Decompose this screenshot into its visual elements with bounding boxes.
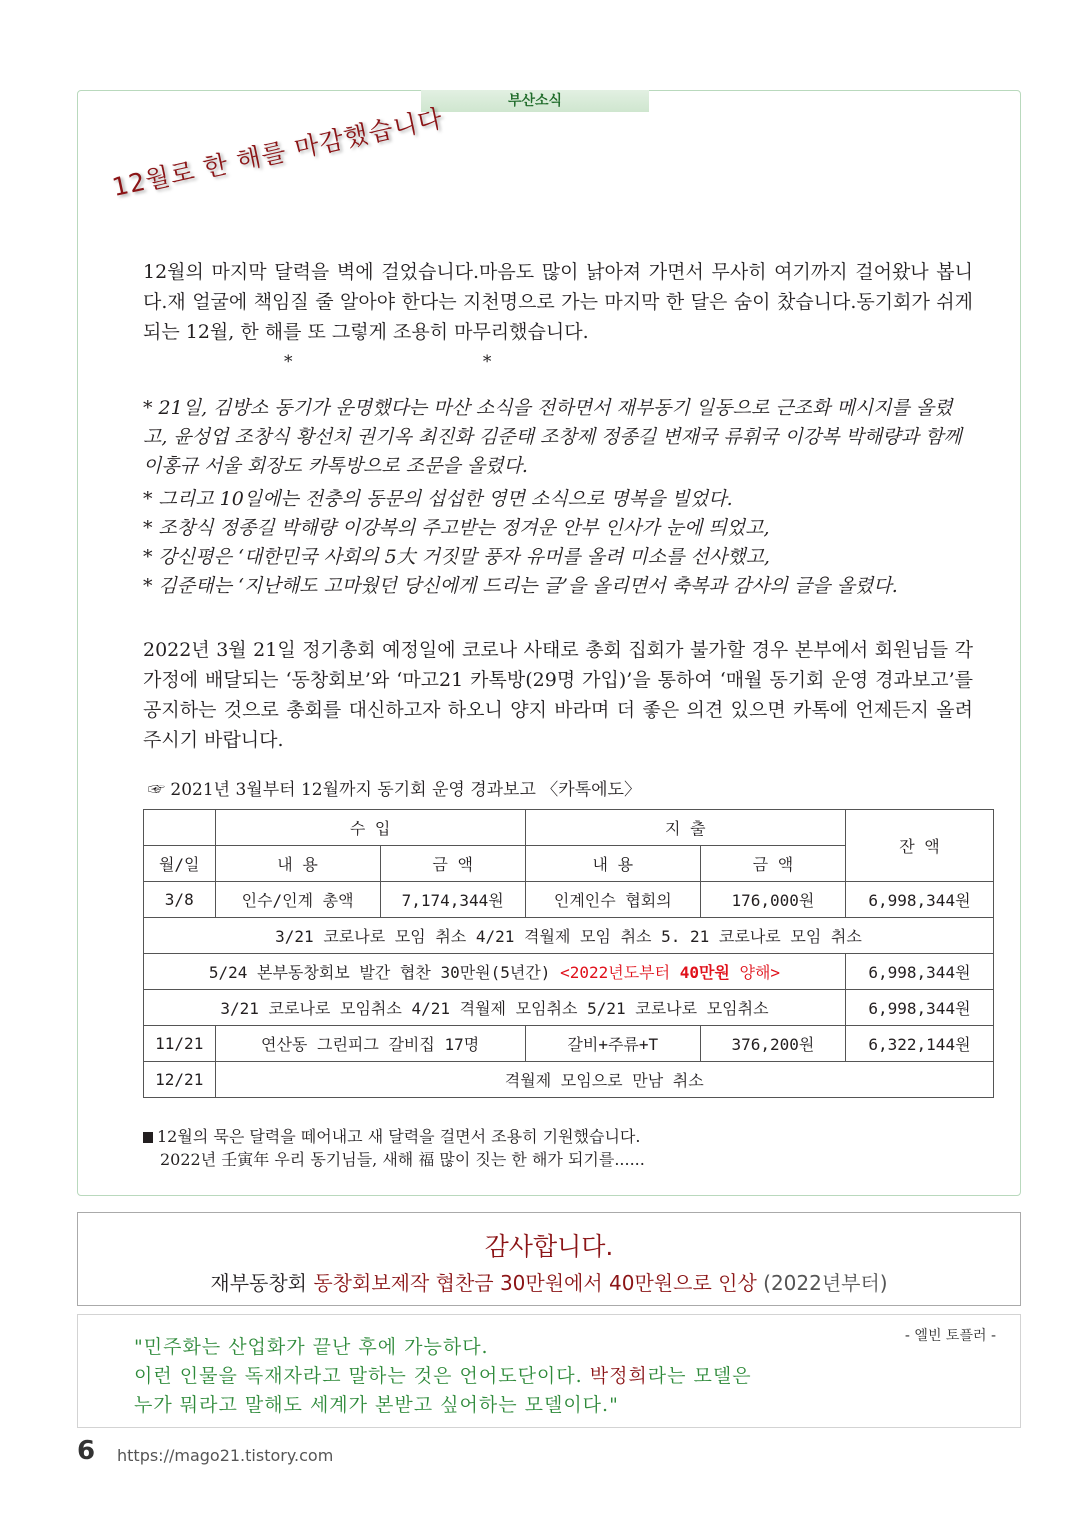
- section-tab: 부산소식: [421, 90, 649, 112]
- row-note: [144, 954, 846, 990]
- row-note: 3/21 코로나로 모임 취소 4/21 격월제 모임 취소 5. 21 코로나로 모임 취소: [144, 918, 994, 954]
- row-expense-desc: 인계인수 협회의: [525, 882, 700, 918]
- quote-text: [134, 1333, 752, 1420]
- thanks-box: [77, 1212, 1021, 1306]
- ledger-table: [143, 809, 994, 1098]
- italic-item: * 그리고 10일에는 전충의 동문의 섭섭한 영면 소식으로 명복을 빌었다.: [143, 488, 733, 510]
- article-headline: 12월로 한 해를 마감했습니다: [109, 103, 446, 203]
- row-balance: 6,322,144원: [845, 1026, 993, 1062]
- general-meeting-paragraph: 2022년 3월 21일 정기총회 예정일에 코로나 사태로 총회 집회가 불가할 경우 본부에서 회원님들 각 가정에 배달되는 ‘동창회보’와 ‘마고21 카톡방(29명 가입)’을 통하여 ‘매월 동기회 운영 경과보고’를 공지하는 것으로 총회를 대신하고자 하오니 양지 바라며 더 좋은 의견 있으면 카톡에 언제든지 올려 주시기 바랍니다.: [143, 639, 973, 751]
- italic-item: * 21일, 김방소 동기가 운명했다는 마산 소식을 전하면서 재부동기 일동으로 근조화 메시지를 올렸고, 윤성업 조창식 황선치 권기옥 최진화 김준태 조창제 정종길 변재국 류휘국 이강복 박해량과 함께 이홍규 서울 회장도 카톡방으로 조문을 올렸다.: [143, 397, 962, 477]
- row-balance: 6,998,344원: [845, 990, 993, 1026]
- table-row: [144, 990, 994, 1026]
- row-expense-desc: 갈비+주류+T: [525, 1026, 700, 1062]
- table-row: [144, 918, 994, 954]
- footer-url: https://mago21.tistory.com: [117, 1446, 334, 1465]
- note-line: 12월의 묵은 달력을 떼어내고 새 달력을 걸면서 조용히 기원했습니다.: [157, 1127, 641, 1146]
- row-note-highlight: 양해>: [729, 963, 781, 982]
- row-balance: 6,998,344원: [845, 954, 993, 990]
- table-caption: ☞ 2021년 3월부터 12월까지 동기회 운영 경과보고 〈카톡에도〉: [148, 780, 641, 800]
- subheader-income-amount: 금 액: [380, 846, 525, 882]
- note-line: 2022년 壬寅年 우리 동기님들, 새해 福 많이 짓는 한 해가 되기를......: [160, 1150, 645, 1169]
- italic-item: * 조창식 정종길 박해량 이강복의 주고받는 정겨운 안부 인사가 눈에 띄었고,: [143, 517, 770, 539]
- subheader-expense-desc: 내 용: [525, 846, 700, 882]
- header-expense: 지 출: [525, 810, 845, 846]
- row-expense-amount: 176,000원: [700, 882, 845, 918]
- subheader-expense-amount: 금 액: [700, 846, 845, 882]
- quote-line: 누가 뭐라고 말해도 세계가 본받고 싶어하는 모델이다.": [134, 1394, 619, 1416]
- row-date: 12/21: [144, 1062, 216, 1098]
- intro-paragraph: 12월의 마지막 달력을 벽에 걸었습니다.마음도 많이 낡아져 가면서 무사히 여기까지 걸어왔나 봅니다.재 얼굴에 책임질 줄 알아야 한다는 지천명으로 가는 마지막 한 달은 숨이 찼습니다.동기회가 쉬게 되는 12월, 한 해를 또 그렇게 조용히 마무리했습니다.: [143, 261, 973, 343]
- italic-item: * 강신평은 ‘대한민국 사회의 5大 거짓말 풍자 유머를 올려 미소를 선사했고,: [143, 546, 770, 568]
- row-note-text: 5/24 본부동창회보 발간 협찬 30만원(5년간): [208, 963, 561, 982]
- quote-author: - 엘빈 토플러 -: [904, 1328, 996, 1344]
- divider-star: *: [284, 352, 293, 372]
- row-income-amount: 7,174,344원: [380, 882, 525, 918]
- row-expense-amount: 376,200원: [700, 1026, 845, 1062]
- table-header-row: [144, 810, 994, 846]
- table-corner-cell: [144, 810, 216, 846]
- quote-highlight-name: 박정희: [589, 1365, 648, 1387]
- subheader-income-desc: 내 용: [215, 846, 380, 882]
- divider-star: *: [482, 352, 492, 372]
- quote-line-part: 이런 인물을 독재자라고 말하는 것은 언어도단이다.: [134, 1365, 590, 1387]
- row-note-amount: 40만원: [679, 963, 730, 982]
- closing-note: [143, 1125, 645, 1171]
- subheader-date: 월/일: [144, 846, 216, 882]
- row-balance: 6,998,344원: [845, 882, 993, 918]
- row-note-highlight: <2022년도부터: [560, 963, 680, 982]
- row-note: 3/21 코로나로 모임취소 4/21 격월제 모임취소 5/21 코로나로 모임취소: [144, 990, 846, 1026]
- section-divider: [284, 352, 491, 372]
- quote-box: [77, 1314, 1021, 1428]
- table-row: [144, 1026, 994, 1062]
- thanks-suffix: (2022년부터): [756, 1271, 888, 1295]
- quote-line: "민주화는 산업화가 끝난 후에 가능하다.: [134, 1336, 489, 1358]
- row-income-desc: 인수/인계 총액: [215, 882, 380, 918]
- thanks-message: [78, 1267, 1020, 1296]
- thanks-title: 감사합니다.: [484, 1232, 614, 1261]
- table-row: [144, 954, 994, 990]
- table-row: [144, 882, 994, 918]
- table-row: [144, 1062, 994, 1098]
- row-date: 11/21: [144, 1026, 216, 1062]
- bullet-square-icon: [143, 1132, 153, 1143]
- quote-line: [134, 1362, 752, 1391]
- quote-line-part: 라는 모델은: [647, 1365, 752, 1387]
- page-number: 6: [77, 1436, 96, 1466]
- thanks-highlight: 동창회보제작 협찬금 30만원에서 40만원으로 인상: [313, 1271, 757, 1295]
- header-balance: 잔 액: [845, 810, 993, 882]
- row-note: 격월제 모임으로 만남 취소: [215, 1062, 994, 1098]
- row-income-desc: 연산동 그린피그 갈비집 17명: [215, 1026, 525, 1062]
- header-income: 수 입: [215, 810, 525, 846]
- italic-item: * 김준태는 ‘지난해도 고마웠던 당신에게 드리는 글’을 올리면서 축복과 감사의 글을 올렸다.: [143, 575, 898, 597]
- thanks-prefix: 재부동창회: [210, 1271, 314, 1295]
- row-date: 3/8: [144, 882, 216, 918]
